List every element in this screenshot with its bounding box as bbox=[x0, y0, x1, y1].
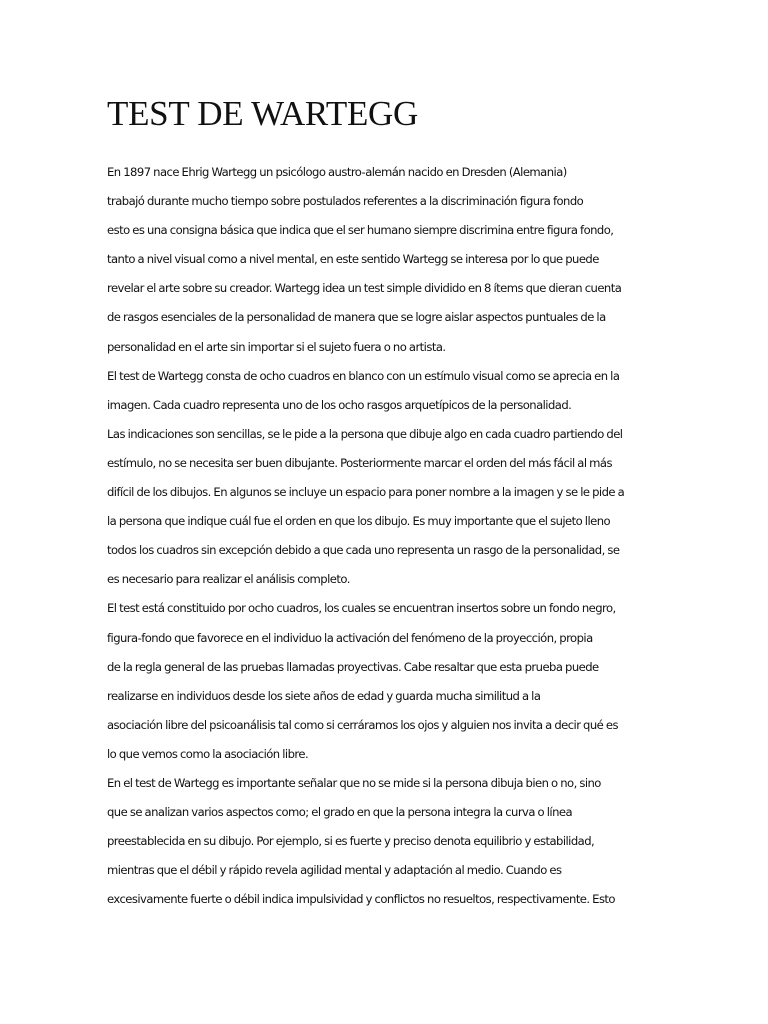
body-line: difícil de los dibujos. En algunos se incluye un espacio para poner nombre a la imagen y se le pide a bbox=[107, 485, 625, 500]
body-line: revelar el arte sobre su creador. Wartegg idea un test simple dividido en 8 ítems que dieran cuenta bbox=[107, 281, 622, 296]
body-line: excesivamente fuerte o débil indica impulsividad y conflictos no resueltos, respectivamente. Esto bbox=[107, 892, 615, 907]
body-line: Las indicaciones son sencillas, se le pide a la persona que dibuje algo en cada cuadro partiendo del bbox=[107, 426, 623, 441]
body-line: preestablecida en su dibujo. Por ejemplo, si es fuerte y preciso denota equilibrio y estabilidad, bbox=[107, 834, 595, 849]
document-body bbox=[107, 158, 667, 914]
body-line: de la regla general de las pruebas llamadas proyectivas. Cabe resaltar que esta prueba puede bbox=[107, 659, 599, 674]
body-line: realizarse en individuos desde los siete años de edad y guarda mucha similitud a la bbox=[107, 688, 541, 703]
body-line: la persona que indique cuál fue el orden en que los dibujo. Es muy importante que el sujeto lleno bbox=[107, 514, 611, 529]
body-line: todos los cuadros sin excepción debido a que cada uno representa un rasgo de la personalidad, se bbox=[107, 543, 620, 558]
body-line: estímulo, no se necesita ser buen dibujante. Posteriormente marcar el orden del más fácil al más bbox=[107, 455, 612, 470]
body-line: El test está constituido por ocho cuadros, los cuales se encuentran insertos sobre un fondo negro, bbox=[107, 601, 616, 616]
body-line: trabajó durante mucho tiempo sobre postulados referentes a la discriminación figura fondo bbox=[107, 194, 584, 209]
document-title: TEST DE WARTEGG bbox=[107, 94, 418, 133]
body-line: que se analizan varios aspectos como; el grado en que la persona integra la curva o línea bbox=[107, 805, 573, 820]
body-line: imagen. Cada cuadro representa uno de los ocho rasgos arquetípicos de la personalidad. bbox=[107, 397, 572, 412]
body-line: figura-fondo que favorece en el individuo la activación del fenómeno de la proyección, propia bbox=[107, 630, 593, 645]
body-line: asociación libre del psicoanálisis tal como si cerráramos los ojos y alguien nos invita a decir qué es bbox=[107, 717, 618, 732]
body-line: lo que vemos como la asociación libre. bbox=[107, 746, 309, 761]
body-line: mientras que el débil y rápido revela agilidad mental y adaptación al medio. Cuando es bbox=[107, 863, 562, 878]
body-line: En el test de Wartegg es importante señalar que no se mide si la persona dibuja bien o no, sino bbox=[107, 775, 601, 790]
body-line: es necesario para realizar el análisis completo. bbox=[107, 572, 350, 587]
body-line: tanto a nivel visual como a nivel mental, en este sentido Wartegg se interesa por lo que puede bbox=[107, 252, 599, 267]
body-line: En 1897 nace Ehrig Wartegg un psicólogo austro-alemán nacido en Dresden (Alemania) bbox=[107, 165, 567, 179]
body-line: El test de Wartegg consta de ocho cuadros en blanco con un estímulo visual como se aprecia en la bbox=[107, 368, 620, 383]
body-line: esto es una consigna básica que indica que el ser humano siempre discrimina entre figura fondo, bbox=[107, 223, 614, 238]
body-line: de rasgos esenciales de la personalidad de manera que se logre aislar aspectos puntuales de la bbox=[107, 310, 606, 325]
body-line: personalidad en el arte sin importar si el sujeto fuera o no artista. bbox=[107, 339, 446, 354]
